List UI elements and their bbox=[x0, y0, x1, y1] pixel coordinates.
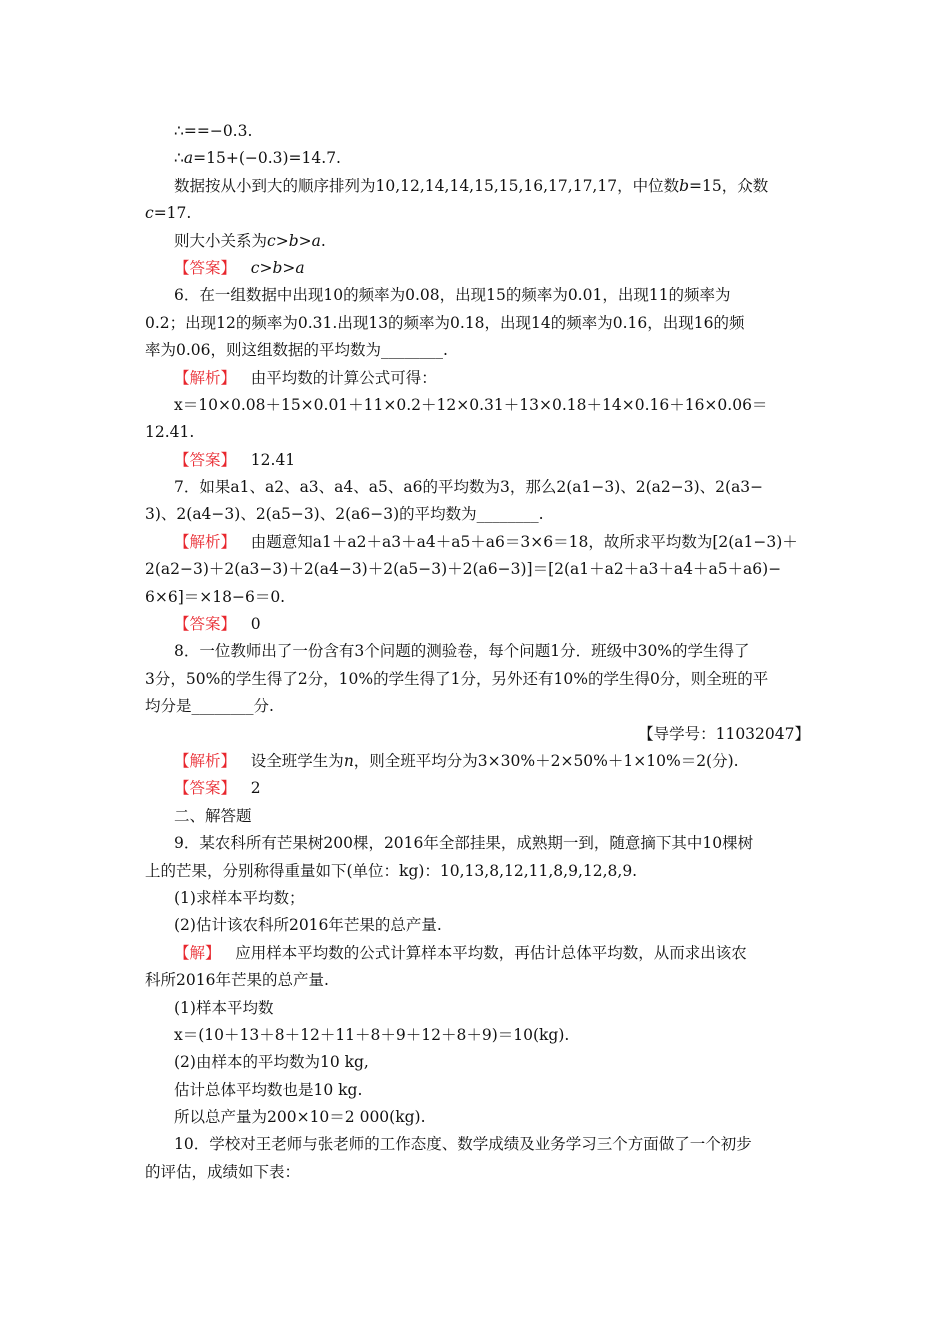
answer-tag: 【答案】 bbox=[174, 258, 237, 277]
question-line bbox=[145, 693, 810, 720]
text-line bbox=[145, 995, 810, 1022]
text: 0.2；出现12的频率为0.31.出现13的频率为0.18，出现14的频率为0.16，出现16的频 bbox=[145, 313, 745, 332]
text: (2)由样本的平均数为10 kg, bbox=[174, 1053, 369, 1072]
question-line bbox=[145, 638, 810, 665]
variable: a bbox=[295, 258, 305, 277]
question-line bbox=[145, 1131, 810, 1158]
analysis-line bbox=[145, 365, 810, 392]
text: 7．如果a1、a2、a3、a4、a5、a6的平均数为3，那么2(a1−3)、2(a2−3)、2(a3− bbox=[174, 478, 764, 497]
text-line bbox=[145, 145, 810, 172]
question-line bbox=[145, 858, 810, 885]
text-line bbox=[145, 1022, 810, 1049]
answer-line bbox=[145, 255, 810, 282]
text: 的评估，成绩如下表： bbox=[145, 1162, 301, 1181]
text-line bbox=[145, 1104, 810, 1131]
variable: b bbox=[272, 258, 283, 277]
question-line bbox=[145, 282, 810, 309]
text: ∴==−0.3. bbox=[174, 122, 253, 140]
answer-line bbox=[145, 447, 810, 474]
text: 所以总产量为200×10＝2 000(kg). bbox=[174, 1108, 426, 1127]
solution-tag: 【解】 bbox=[174, 943, 221, 962]
text: 则大小关系为 bbox=[174, 231, 268, 250]
text: 8．一位教师出了一份含有3个问题的测验卷，每个问题1分．班级中30%的学生得了 bbox=[174, 642, 750, 661]
variable: c bbox=[250, 258, 260, 277]
text: 3)、2(a4−3)、2(a5−3)、2(a6−3)的平均数为________. bbox=[145, 505, 544, 524]
variable: c bbox=[145, 204, 154, 223]
question-line bbox=[145, 912, 810, 939]
text: 上的芒果，分别称得重量如下(单位：kg)：10,13,8,12,11,8,9,12,8,9. bbox=[145, 861, 638, 880]
text: > bbox=[275, 231, 289, 250]
text-line bbox=[145, 392, 810, 419]
variable: n bbox=[343, 751, 354, 770]
question-line bbox=[145, 885, 810, 912]
text: 9．某农科所有芒果树200棵，2016年全部挂果，成熟期一到，随意摘下其中10棵树 bbox=[174, 834, 754, 853]
text: 估计总体平均数也是10 kg. bbox=[174, 1080, 363, 1099]
text: 科所2016年芒果的总产量. bbox=[145, 971, 329, 990]
text: 2(a2−3)＋2(a3−3)＋2(a4−3)＋2(a5−3)＋2(a6−3)]＝[2(a1＋a2＋a3＋a4＋a5＋a6)− bbox=[145, 560, 782, 579]
variable: a bbox=[311, 231, 321, 250]
answer-tag: 【答案】 bbox=[174, 615, 237, 634]
text-line bbox=[145, 967, 810, 994]
text-line bbox=[145, 1049, 810, 1076]
text: > bbox=[298, 231, 312, 250]
analysis-tag: 【解析】 bbox=[174, 368, 237, 387]
question-line bbox=[145, 474, 810, 501]
text-line bbox=[145, 419, 810, 446]
question-line bbox=[145, 337, 810, 364]
question-line bbox=[145, 666, 810, 693]
text: =15，众数 bbox=[689, 176, 769, 195]
text-line bbox=[145, 556, 810, 583]
text: . bbox=[320, 231, 326, 250]
text: x＝(10＋13＋8＋12＋11＋8＋9＋12＋8＋9)＝10(kg). bbox=[174, 1025, 570, 1044]
text: (1)求样本平均数； bbox=[174, 888, 305, 907]
text: =17. bbox=[153, 204, 192, 223]
variable: b bbox=[288, 231, 299, 250]
text: 10．学校对王老师与张老师的工作态度、数学成绩及业务学习三个方面做了一个初步 bbox=[174, 1135, 752, 1154]
text: 应用样本平均数的公式计算样本平均数，再估计总体平均数，从而求出该农 bbox=[235, 943, 747, 962]
text-line bbox=[145, 200, 810, 227]
text: 设全班学生为 bbox=[250, 751, 344, 770]
text: =15+(−0.3)=14.7. bbox=[193, 149, 341, 168]
text-line bbox=[145, 118, 810, 145]
analysis-line bbox=[145, 748, 810, 775]
text: 12.41 bbox=[250, 450, 296, 469]
text: 【导学号：11032047】 bbox=[638, 724, 810, 743]
variable: c bbox=[267, 231, 276, 250]
text: 率为0.06，则这组数据的平均数为________. bbox=[145, 341, 448, 360]
text-line bbox=[145, 1077, 810, 1104]
text-line bbox=[145, 173, 810, 200]
variable: b bbox=[679, 176, 690, 195]
text: 6×6]＝×18−6＝0. bbox=[145, 587, 286, 606]
text: 二、解答题 bbox=[174, 806, 252, 825]
answer-line bbox=[145, 775, 810, 802]
document-page bbox=[145, 118, 810, 1186]
text-line bbox=[145, 584, 810, 611]
question-line bbox=[145, 830, 810, 857]
text: 6．在一组数据中出现10的频率为0.08，出现15的频率为0.01，出现11的频率为 bbox=[174, 286, 731, 305]
answer-tag: 【答案】 bbox=[174, 450, 237, 469]
text: ，则全班平均分为3×30%＋2×50%＋1×10%＝2(分). bbox=[353, 751, 739, 770]
variable: a bbox=[183, 149, 194, 168]
text: > bbox=[259, 258, 273, 277]
section-heading bbox=[145, 803, 810, 830]
text: 由平均数的计算公式可得： bbox=[250, 368, 437, 387]
text: 3分，50%的学生得了2分，10%的学生得了1分，另外还有10%的学生得0分，则全班的平 bbox=[145, 669, 769, 688]
text: 数据按从小到大的顺序排列为10,12,14,14,15,15,16,17,17,17，中位数 bbox=[174, 176, 680, 195]
text-line bbox=[145, 228, 810, 255]
analysis-line bbox=[145, 529, 810, 556]
analysis-tag: 【解析】 bbox=[174, 532, 237, 551]
text: 12.41. bbox=[145, 423, 195, 442]
question-line bbox=[145, 501, 810, 528]
reference-number bbox=[145, 721, 810, 748]
text: (1)样本平均数 bbox=[174, 998, 274, 1017]
question-line bbox=[145, 310, 810, 337]
text: 2 bbox=[250, 779, 261, 798]
text: 均分是________分. bbox=[145, 697, 274, 716]
analysis-tag: 【解析】 bbox=[174, 751, 237, 770]
text: ∴ bbox=[174, 149, 184, 168]
answer-tag: 【答案】 bbox=[174, 779, 237, 798]
text: x＝10×0.08＋15×0.01＋11×0.2＋12×0.31＋13×0.18＋14×0.16＋16×0.06＝ bbox=[174, 395, 768, 414]
text: 0 bbox=[250, 615, 261, 634]
answer-line bbox=[145, 611, 810, 638]
text: 由题意知a1＋a2＋a3＋a4＋a5＋a6＝3×6＝18，故所求平均数为[2(a1−3)＋ bbox=[250, 532, 798, 551]
solution-line bbox=[145, 940, 810, 967]
question-line bbox=[145, 1159, 810, 1186]
text: (2)估计该农科所2016年芒果的总产量. bbox=[174, 916, 442, 935]
text: > bbox=[282, 258, 296, 277]
